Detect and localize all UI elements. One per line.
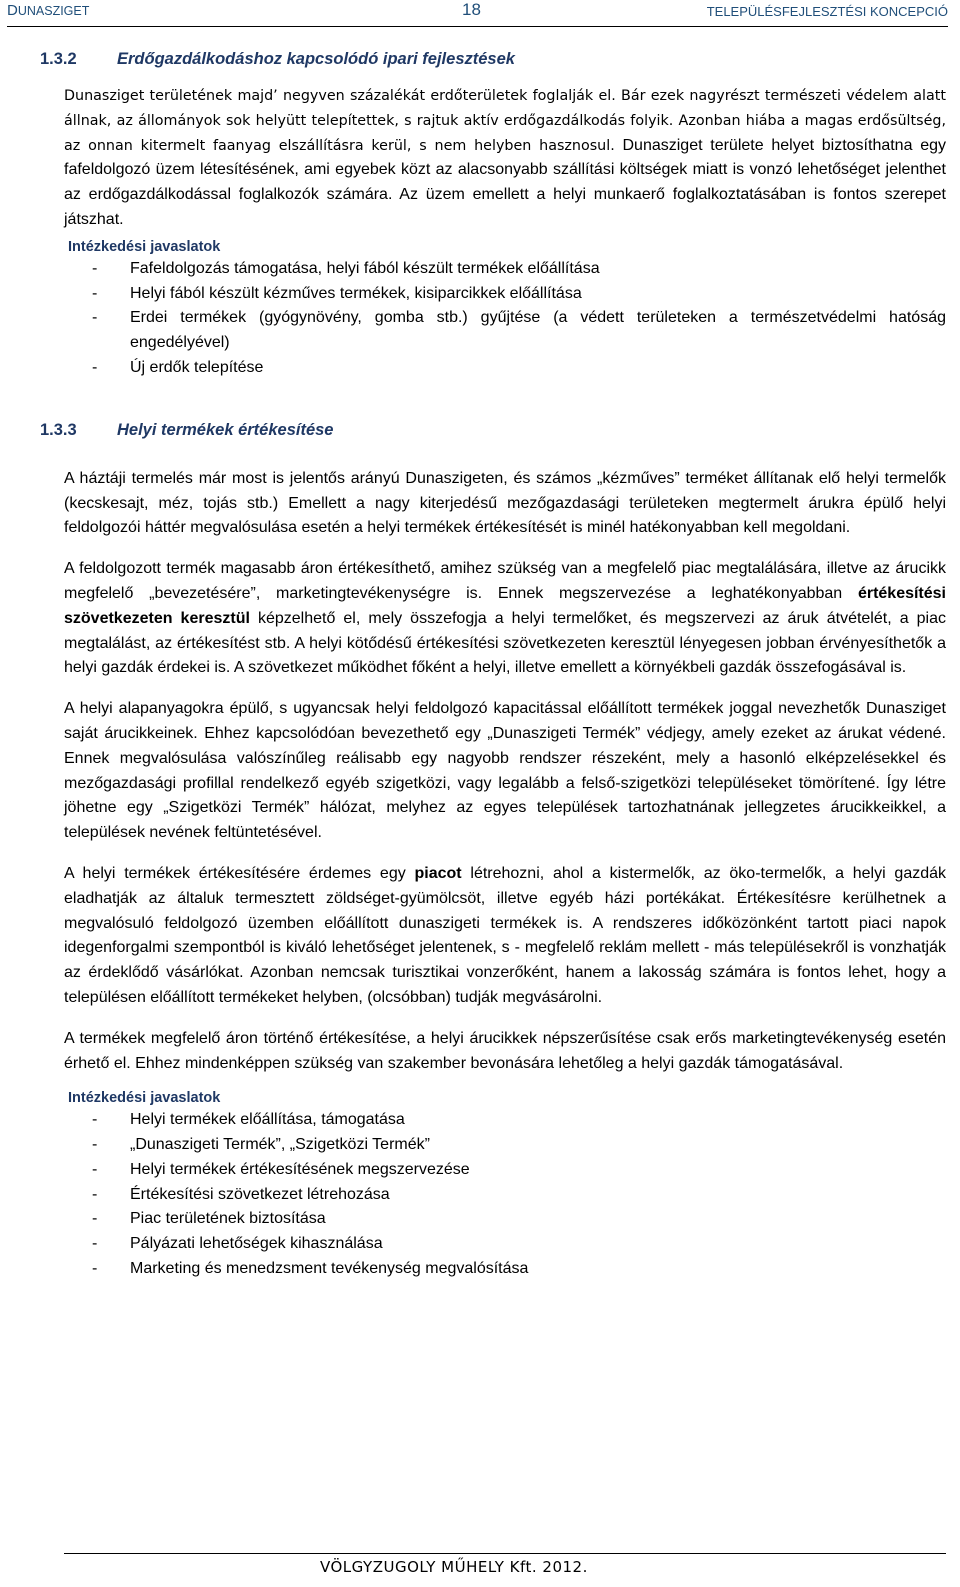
- list-item: - „Dunaszigeti Termék”, „Szigetközi Termék”: [92, 1136, 430, 1154]
- section-title: Helyi termékek értékesítése: [117, 420, 334, 439]
- page-footer: VÖLGYZUGOLY MŰHELY Kft. 2012.: [320, 1558, 588, 1576]
- list-item: - Pályázati lehetőségek kihasználása: [92, 1235, 383, 1253]
- list-item: - Fafeldolgozás támogatása, helyi fából készült termékek előállítása: [92, 259, 600, 277]
- paragraph: Dunasziget területének majd’ negyven százalékát erdőterületek foglalják el. Bár ezek nagyrészt természeti védelem alatt állnak, az állományok sok helyütt telepítettek, s rajtuk aktív erdőgazdálkodás folyik. Azonban hiába a magas erdősültség, az onnan kitermelt faanyag elszállításra kerül, s nem helyben hasznosul. Dunasziget területe helyet biztosíthatna egy fafeldolgozó üzem létesítésének, ami egyebek közt az alacsonyabb szállítási költségek miatt is vonzó lehetőséget jelenthet az erdőgazdálkodással foglalkozók számára. Az üzem emellett a helyi munkaerő foglalkoztatásában is fontos szerepet játszhat.: [64, 88, 946, 228]
- section-title: Erdőgazdálkodáshoz kapcsolódó ipari fejlesztések: [117, 50, 515, 68]
- section-number: 1.3.3: [40, 420, 77, 439]
- list-item: - Erdei termékek (gyógynövény, gomba stb.) gyűjtése (a védett területeken a természetvédelmi hatóság engedélyével): [92, 309, 946, 352]
- section-number: 1.3.2: [40, 50, 77, 68]
- list-item: - Helyi termékek értékesítésének megszervezése: [92, 1160, 470, 1178]
- paragraph: A feldolgozott termék magasabb áron értékesíthető, amihez szükség van a megfelelő piac megtalálására, illetve az árucikk megfelelő „bevezetésére”, marketingtevékenységre is. Ennek megszervezése a leghatékonyabban értékesítési szövetkezeten keresztül képzelhető el, mely összefogja a helyi termelőket, és megszervezi az áruk átvételét, a piac megtalálást, az értékesítést stb. A helyi kötődésű értékesítési szövetkezeten keresztül lényegesen jobban érvényesíthetők a helyi gazdák érdekei is. A szövetkezet működhet főként a helyi, illetve emellett a környékbeli gazdák összefogásával is.: [64, 560, 946, 677]
- header-town-name: DUNASZIGET: [7, 2, 90, 19]
- section-heading-1-3-3: [40, 420, 946, 449]
- list-item: - Piac területének biztosítása: [92, 1210, 326, 1228]
- measures-list: [64, 1108, 946, 1282]
- paragraph: A termékek megfelelő áron történő értékesítése, a helyi árucikkek népszerűsítése csak erős marketingtevékenység esetén érhető el. Ehhez mindenképpen szükség van szakember bevonására lehetőleg a helyi gazdák támogatásával.: [64, 1029, 946, 1072]
- list-item: - Új erdők telepítése: [92, 358, 264, 376]
- header-document-title: TELEPÜLÉSFEJLESZTÉSI KONCEPCIÓ: [706, 4, 948, 19]
- list-item: - Helyi fából készült kézműves termékek, kisiparcikkek előállítása: [92, 284, 582, 302]
- list-item: - Értékesítési szövetkezet létrehozása: [92, 1185, 390, 1203]
- page-header: [7, 0, 948, 27]
- page-content: [40, 50, 947, 1282]
- list-item: - Marketing és menedzsment tevékenység megvalósítása: [92, 1260, 529, 1278]
- measures-heading: Intézkedési javaslatok: [68, 1090, 221, 1107]
- page-number: 18: [462, 0, 481, 19]
- measures-heading: Intézkedési javaslatok: [68, 238, 221, 255]
- measures-list: [64, 257, 946, 381]
- paragraph: A helyi termékek értékesítésére érdemes egy piacot létrehozni, ahol a kistermelők, az öko-termelők, a helyi gazdák eladhatják az általuk termesztett zöldséget-gyümölcsöt, illetve egyéb házi portékákat. Értékesítésre kerülhetnek a megvalósuló feldolgozó üzemben előállított dunaszigeti termékek is. A rendszeres időközönként tartott piaci napok idegenforgalmi szempontból is kiváló lehetőséget jelentenek, s - megfelelő reklám mellett - más településekről is vonzhatják az érdeklődő vásárlókat. Azonban nemcsak turisztikai vonzerőként, hanem a lakosság számára is fontos lehet, hogy a településen előállított termékeket helyben, (olcsóbban) tudják megvásárolni.: [64, 864, 947, 1006]
- paragraph: A háztáji termelés már most is jelentős arányú Dunaszigeten, és számos „kézműves” terméket állítanak elő helyi termelők (kecskesajt, méz, tojás stb.) Emellett a nagy kiterjedésű mezőgazdasági területeken megtermelt árukra épülő helyi feldolgozói háttér megvalósulása esetén a helyi termékek értékesítését is minél hatékonyabban kell megoldani.: [64, 469, 946, 537]
- paragraph: A helyi alapanyagokra épülő, s ugyancsak helyi feldolgozó kapacitással előállított termékek joggal nevezhetők Dunasziget saját árucikkeinek. Ehhez kapcsolódóan bevezethető egy „Dunaszigeti Termék” védjegy, amely ezeket az árukat védené. Ennek megvalósulása valószínűleg reálisabb egy nagyobb rendszer részeként, mely a hasonló elképzelésekkel és mezőgazdasági profillal rendelkező egyéb szigetközi, vagy legalább a felső-szigetközi településeket tömörítené. Így létre jöhetne egy „Szigetközi Termék” hálózat, melyhez az egyes települések tartozhatnának jellegzetes árucikkeikkel, a települések nevének feltüntetésével.: [64, 700, 946, 842]
- list-item: - Helyi termékek előállítása, támogatása: [92, 1111, 405, 1129]
- footer-divider: [64, 1553, 946, 1554]
- section-heading-1-3-2: [40, 50, 946, 78]
